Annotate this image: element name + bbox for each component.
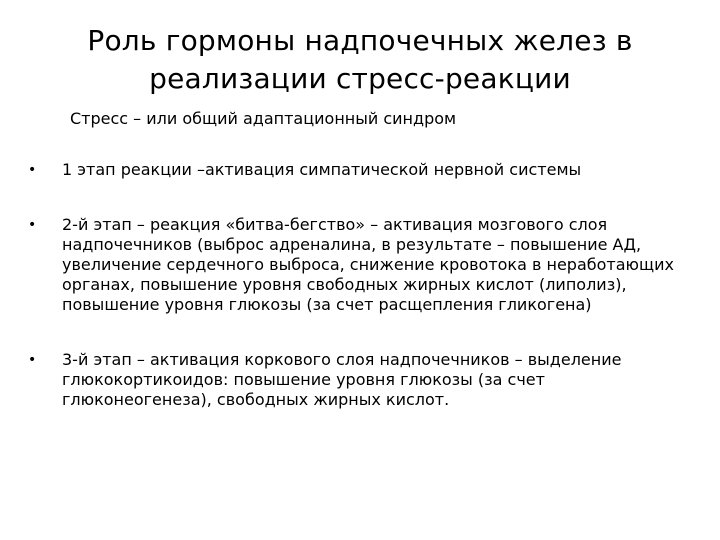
bullet-marker: •	[28, 162, 37, 178]
bullet-item-stage-1	[28, 160, 688, 180]
bullet-list	[28, 160, 688, 445]
bullet-text: 2-й этап – реакция «битва-бегство» – активация мозгового слоя надпочечников (выброс адреналина, в результате – повышение АД, увеличение сердечного выброса, снижение кровотока в неработающих органах, повышение уровня свободных жирных кислот (липолиз), повышение уровня глюкозы (за счет расщепления гликогена)	[62, 215, 674, 314]
bullet-item-stage-2	[28, 215, 688, 315]
bullet-text: 3-й этап – активация коркового слоя надпочечников – выделение глюкокортикоидов: повышение уровня глюкозы (за счет глюконеогенеза), свободных жирных кислот.	[62, 350, 622, 409]
slide-subtitle: Стресс – или общий адаптационный синдром	[70, 109, 457, 128]
bullet-marker: •	[28, 352, 37, 368]
bullet-item-stage-3	[28, 350, 688, 410]
bullet-marker: •	[28, 217, 37, 233]
slide-title: Роль гормоны надпочечных желез в реализации стресс-реакции	[87, 24, 633, 95]
bullet-text: 1 этап реакции –активация симпатической нервной системы	[62, 160, 582, 179]
